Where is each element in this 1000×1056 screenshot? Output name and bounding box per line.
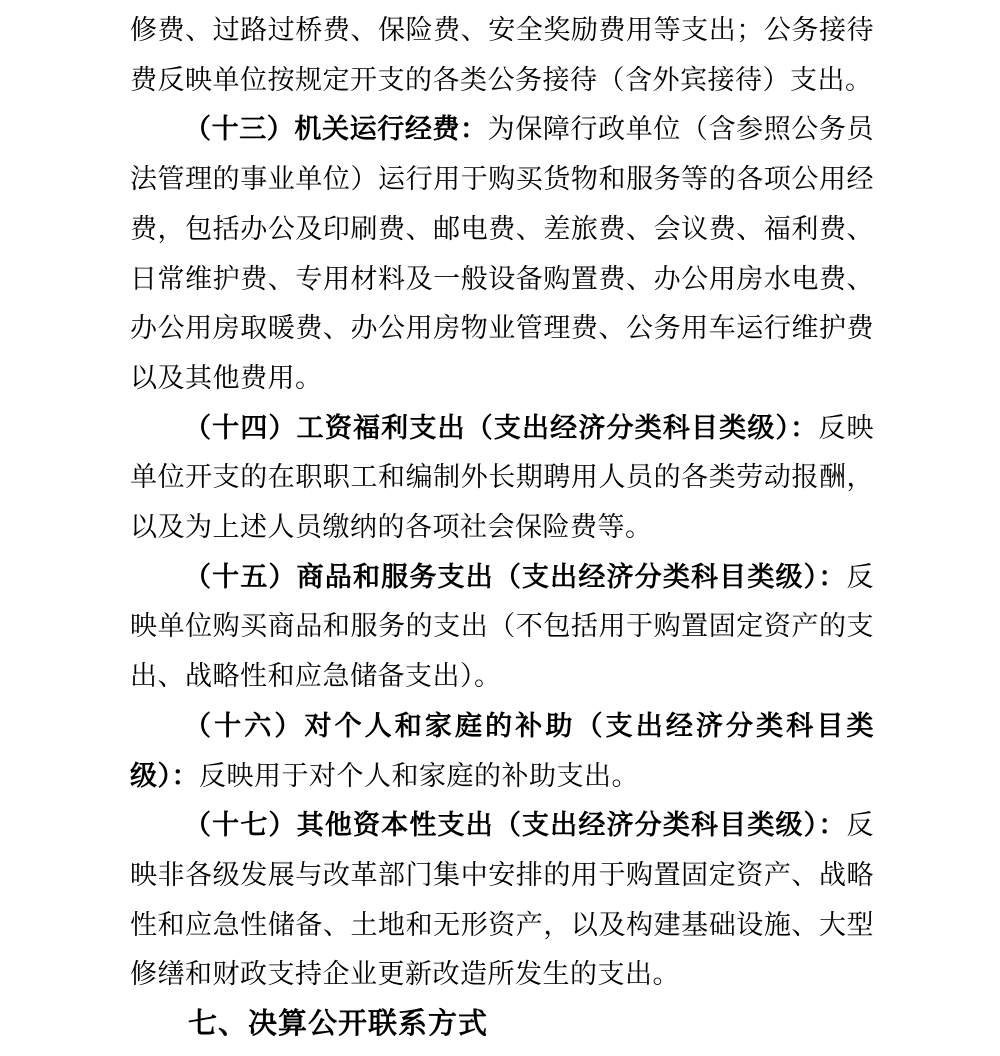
paragraph-text: 反映单位购买商品和服务的支出（不包括用于购置固定资产的支出、战略性和应急储备支出）。 <box>130 561 874 692</box>
paragraph-item-17 <box>130 801 874 1000</box>
paragraph-lead: （十三）机关运行经费： <box>184 114 488 145</box>
paragraph-lead: （十七）其他资本性支出（支出经济分类科目类级）： <box>184 810 847 841</box>
paragraph-lead: （十六）对个人和家庭的补助（支出经济分类科目类级）： <box>130 710 874 791</box>
paragraph-item-15 <box>130 553 874 702</box>
paragraph-text: 反映用于对个人和家庭的补助支出。 <box>199 760 639 791</box>
paragraph-text: 反映单位开支的在职职工和编制外长期聘用人员的各类劳动报酬，以及为上述人员缴纳的各项社会保险费等。 <box>130 412 875 543</box>
paragraph-lead: （十四）工资福利支出（支出经济分类科目类级）： <box>184 412 819 443</box>
paragraph-item-14 <box>130 404 874 553</box>
paragraph-item-16 <box>130 702 874 801</box>
paragraph-continuation <box>130 6 874 105</box>
paragraph-lead: （十五）商品和服务支出（支出经济分类科目类级）： <box>184 561 847 592</box>
section-heading: 七、决算公开联系方式 <box>188 1008 489 1041</box>
paragraph-text: 为保障行政单位（含参照公务员法管理的事业单位）运行用于购买货物和服务等的各项公用经费，包括办公及印刷费、邮电费、差旅费、会议费、福利费、日常维护费、专用材料及一般设备购置费、办公用房水电费、办公用房取暖费、办公用房物业管理费、公务用车运行维护费以及其他费用。 <box>130 114 875 393</box>
paragraph-text: 反映非各级发展与改革部门集中安排的用于购置固定资产、战略性和应急性储备、土地和无形资产，以及构建基础设施、大型修缮和财政支持企业更新改造所发生的支出。 <box>130 810 874 990</box>
paragraph-text: 修费、过路过桥费、保险费、安全奖励费用等支出；公务接待费反映单位按规定开支的各类公务接待（含外宾接待）支出。 <box>130 15 874 95</box>
paragraph-item-13 <box>130 105 874 403</box>
